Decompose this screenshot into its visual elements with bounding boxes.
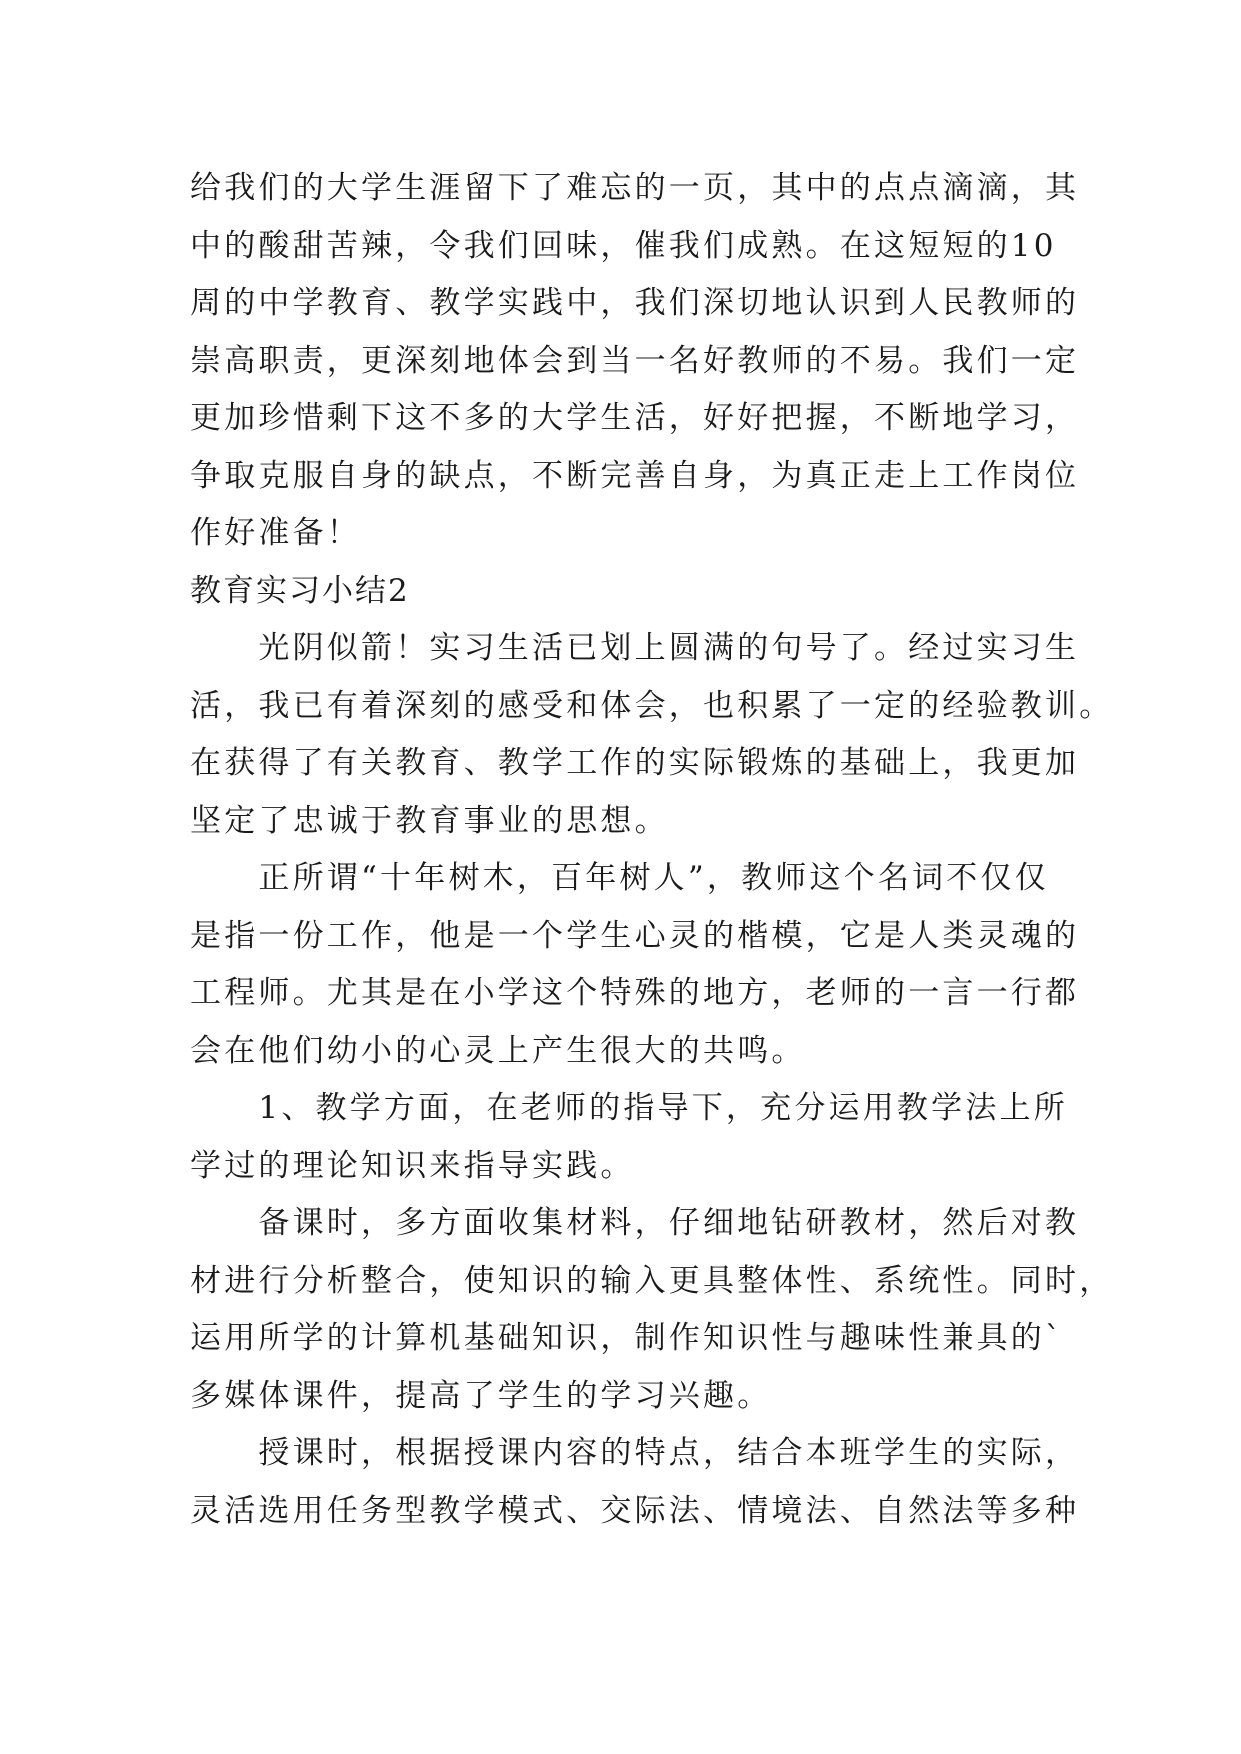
text-line: 1、教学方面，在老师的指导下，充分运用教学法上所 [190, 1090, 1068, 1126]
text-line: 材进行分析整合，使知识的输入更具整体性、系统性。同时， [190, 1262, 1114, 1299]
text-line: 正所谓“十年树木，百年树人”，教师这个名词不仅仅 [190, 860, 1049, 896]
text-line: 活，我已有着深刻的感受和体会，也积累了一定的经验教训。 [190, 687, 1114, 724]
text-line: 崇高职责，更深刻地体会到当一名好教师的不易。我们一定 [190, 342, 1080, 379]
text-line: 灵活选用任务型教学模式、交际法、情境法、自然法等多种 [190, 1492, 1080, 1529]
text-line: 坚定了忠诚于教育事业的思想。 [190, 802, 669, 839]
text-line: 会在他们幼小的心灵上产生很大的共鸣。 [190, 1032, 806, 1069]
text-line: 更加珍惜剩下这不多的大学生活，好好把握，不断地学习， [190, 400, 1080, 436]
text-line: 是指一份工作，他是一个学生心灵的楷模，它是人类灵魂的 [190, 917, 1080, 954]
document-body [190, 160, 1114, 1540]
text-line: 周的中学教育、教学实践中，我们深切地认识到人民教师的 [190, 285, 1080, 321]
text-line: 中的酸甜苦辣，令我们回味，催我们成熟。在这短短的10 [190, 227, 1057, 264]
text-line: 授课时，根据授课内容的特点，结合本班学生的实际， [190, 1435, 1080, 1471]
text-line: 运用所学的计算机基础知识，制作知识性与趣味性兼具的` [190, 1320, 1064, 1356]
text-line: 工程师。尤其是在小学这个特殊的地方，老师的一言一行都 [190, 975, 1080, 1011]
text-line: 学过的理论知识来指导实践。 [190, 1147, 635, 1184]
text-line: 作好准备！ [190, 515, 361, 551]
section-heading: 教育实习小结2 [190, 572, 410, 609]
text-line: 备课时，多方面收集材料，仔细地钻研教材，然后对教 [190, 1205, 1080, 1241]
text-line: 给我们的大学生涯留下了难忘的一页，其中的点点滴滴，其 [190, 170, 1080, 206]
text-line: 争取克服自身的缺点，不断完善自身，为真正走上工作岗位 [190, 457, 1080, 494]
text-line: 多媒体课件，提高了学生的学习兴趣。 [190, 1377, 772, 1414]
text-line: 在获得了有关教育、教学工作的实际锻炼的基础上，我更加 [190, 745, 1080, 781]
text-line: 光阴似箭！实习生活已划上圆满的句号了。经过实习生 [190, 630, 1080, 666]
